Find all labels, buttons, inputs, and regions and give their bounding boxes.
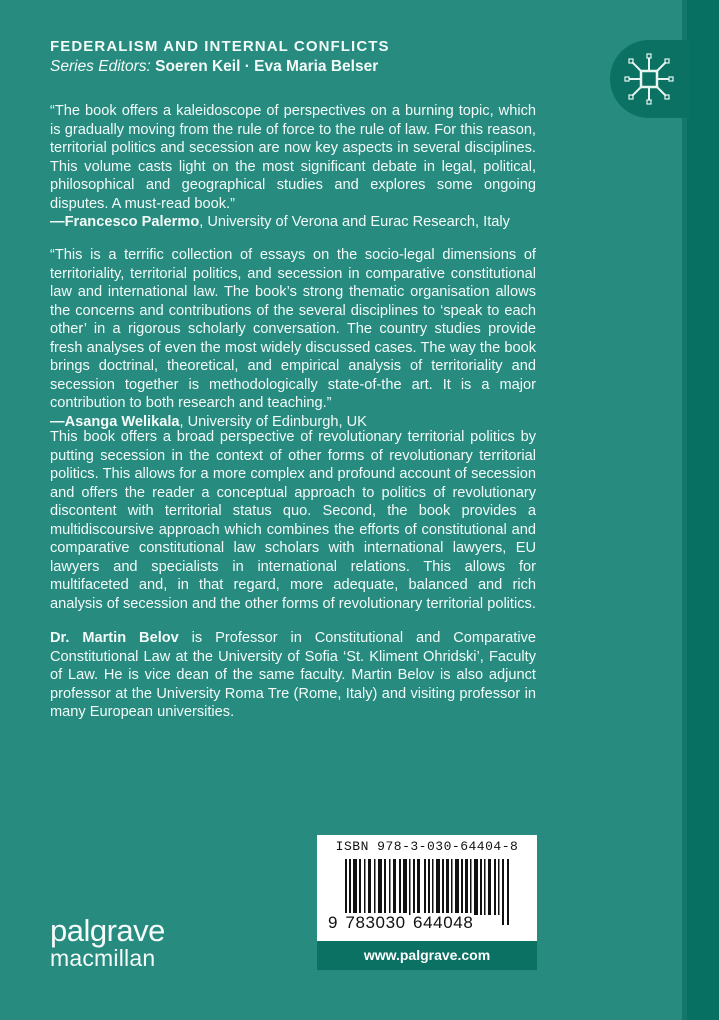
- publisher-url[interactable]: www.palgrave.com: [317, 941, 537, 970]
- author-name: Dr. Martin Belov: [50, 630, 179, 646]
- isbn-digit-prefix: 9: [328, 913, 339, 932]
- series-editors: [50, 57, 610, 77]
- author-bio-text: is Professor in Constitutional and Comparative Constitutional Law at the University of Sofia ‘St. Kliment Ohridski’, Faculty of Law. He is vice dean of the same faculty. Martin Belov is also adjunct professor at the University Roma Tre (Rome, Italy) and visiting professor in many European universities.: [50, 630, 536, 720]
- quote-text: “This is a terrific collection of essays on the socio-legal dimensions of territoriality, territorial politics, and secession in comparative constitutional law and international law. The book’s strong thematic organisation allows the concerns and contributions of the several disciplines to ‘speak to each other’ in a rigorous scholarly conversation. The country studies provide fresh analyses of even the most widely discussed cases. The way the book brings doctrinal, theoretical, and empirical analysis of territoriality and secession together is methodologically state-of-the art. It is a major contribution to both research and teaching.”: [50, 247, 536, 411]
- author-bio: [50, 629, 536, 722]
- isbn-digit-group-1: 783030: [345, 913, 406, 932]
- quote-affiliation: , University of Edinburgh, UK: [179, 413, 367, 430]
- quote-text: “The book offers a kaleidoscope of perspectives on a burning topic, which is gradually moving from the rule of force to the rule of law. For this reason, territorial politics and secession are now key aspects in several disciplines. This volume casts light on the most significant debate in legal, political, philosophical and geographical studies and explores some ongoing disputes. A must-read book.”: [50, 103, 536, 212]
- isbn-barcode-box: [317, 835, 537, 970]
- series-title: FEDERALISM AND INTERNAL CONFLICTS: [50, 38, 390, 55]
- publisher-logo-line2: macmillan: [50, 945, 156, 971]
- publisher-logo: [50, 913, 165, 971]
- endorsement-quote-1: [50, 102, 536, 232]
- series-editors-names: Soeren Keil · Eva Maria Belser: [155, 58, 379, 75]
- book-description: This book offers a broad perspective of revolutionary territorial politics by putting secession in the context of other forms of revolutionary territorial politics. This allows for a more complex and profound account of secession and offers the reader a conceptual approach to politics of revolutionary discontent with territorial status quo. Second, the book provides a multidiscoursive approach which combines the efforts of constitutional and comparative constitutional law scholars with international lawyers, EU lawyers and specialists in international relations. This allows for multifaceted and, in that regard, more adequate, balanced and rich analysis of secession and the other forms of revolutionary territorial politics.: [50, 429, 536, 612]
- network-node-icon: [624, 50, 674, 108]
- series-header: [50, 37, 610, 77]
- quote-author: —Asanga Welikala: [50, 413, 180, 430]
- endorsement-quote-2: [50, 246, 536, 431]
- series-editors-label: Series Editors:: [50, 58, 151, 75]
- quote-affiliation: , University of Verona and Eurac Research, Italy: [199, 214, 510, 230]
- publisher-logo-line1: palgrave: [50, 913, 165, 948]
- isbn-digit-group-2: 644048: [413, 913, 474, 932]
- quote-author: —Francesco Palermo: [50, 214, 200, 230]
- quote-attribution: [50, 213, 536, 232]
- isbn-label: ISBN 978-3-030-64404-8: [335, 839, 519, 854]
- book-spine: [682, 0, 719, 1020]
- series-emblem: [610, 40, 690, 118]
- isbn-digits: [327, 913, 527, 933]
